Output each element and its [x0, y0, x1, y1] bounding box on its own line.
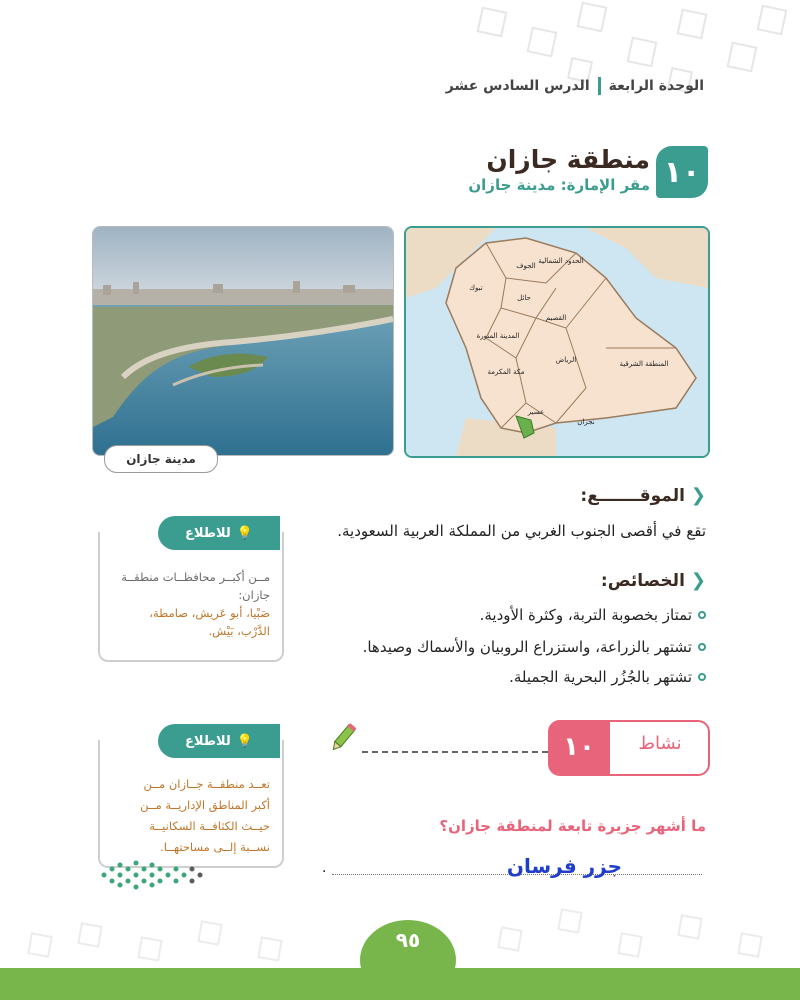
breadcrumb-separator — [598, 77, 601, 95]
map-label-makkah: مكة المكرمة — [487, 368, 525, 376]
info-line: الدَّرْب، بَيْش. — [208, 624, 270, 638]
section-number-badge: ١٠ — [656, 146, 708, 198]
feature-text: تمتاز بخصوبة التربة، وكثرة الأودية. — [479, 606, 692, 624]
feature-text: تشتهر بالجُزُر البحرية الجميلة. — [509, 668, 692, 686]
breadcrumb-unit: الوحدة الرابعة — [608, 78, 704, 94]
map-label-hail: حائل — [517, 294, 531, 302]
bullet-icon — [698, 643, 706, 651]
info-line: جازان: — [238, 588, 270, 602]
dashed-line — [362, 751, 548, 753]
map-label-jouf: الجوف — [516, 262, 536, 270]
activity-number: ١٠ — [548, 720, 610, 774]
info-line: صَبْيا، أبو عَريش، صامطة، — [149, 606, 270, 620]
lightbulb-icon: 💡 — [236, 733, 253, 749]
info-box-text — [108, 568, 270, 640]
breadcrumb-lesson: الدرس السادس عشر — [445, 78, 590, 94]
map-label-qassim: القصيم — [545, 314, 567, 322]
map-label-eastern: المنطقة الشرقية — [619, 360, 669, 368]
page-subtitle: مقر الإمارة: مدينة جازان — [468, 176, 650, 194]
map-illustration — [406, 228, 708, 456]
feature-item — [509, 668, 706, 686]
chevron-left-icon: ❮ — [690, 485, 706, 506]
info-box-label: للاطلاع — [185, 733, 231, 749]
info-box-label: للاطلاع — [185, 525, 231, 541]
map-label-asir: عسير — [527, 408, 545, 416]
chevron-left-icon: ❮ — [690, 570, 706, 591]
info-line: حيــث الكثافــة السكانيــة — [149, 819, 270, 833]
info-box-header — [158, 724, 280, 758]
info-line: أكبر المناطق الإداريــة مــن — [140, 798, 270, 812]
answer-period: . — [322, 860, 327, 876]
map-label-riyadh: الرياض — [555, 356, 577, 364]
activity-label: نشاط — [638, 733, 682, 754]
photo-caption: مدينة جازان — [104, 445, 218, 473]
info-line: مــن أكبــر محافظــات منطقــة — [121, 570, 270, 584]
map-label-najran: نجران — [577, 418, 595, 426]
activity-question: ما أشهر جزيرة تابعة لمنطقة جازان؟ — [439, 817, 706, 835]
map-label-northern-borders: الحدود الشمالية — [538, 257, 584, 265]
pencil-icon — [328, 722, 358, 754]
feature-item — [363, 638, 706, 656]
feature-text: تشتهر بالزراعة، واستزراع الروبيان والأسماك وصيدها. — [362, 638, 692, 656]
bullet-icon — [698, 673, 706, 681]
lightbulb-icon: 💡 — [236, 525, 253, 541]
page-title: منطقة جازان — [486, 145, 650, 174]
page-number: ٩٥ — [395, 928, 421, 952]
map-label-tabuk: تبوك — [469, 284, 483, 292]
city-photo-illustration — [93, 227, 393, 455]
activity-answer: جزر فرسان — [506, 854, 622, 878]
saudi-regions-map — [404, 226, 710, 458]
location-heading — [580, 485, 706, 506]
map-label-madinah: المدينة المنورة — [476, 332, 520, 340]
info-line: تعــد منطقــة جــازان مــن — [143, 777, 270, 791]
features-heading — [601, 570, 706, 591]
bullet-icon — [698, 611, 706, 619]
features-heading-text: الخصائص: — [600, 570, 685, 591]
feature-item — [480, 606, 706, 624]
info-box-header — [158, 516, 280, 550]
city-photo — [92, 226, 394, 456]
vision-logo — [96, 855, 206, 893]
info-line: نســبة إلــى مساحتهــا. — [160, 840, 270, 854]
location-heading-text: الموقـــــــع: — [580, 485, 685, 506]
location-text: تقع في أقصى الجنوب الغربي من المملكة العربية السعودية. — [337, 522, 706, 540]
breadcrumb — [446, 74, 704, 98]
info-box-text — [108, 774, 270, 858]
